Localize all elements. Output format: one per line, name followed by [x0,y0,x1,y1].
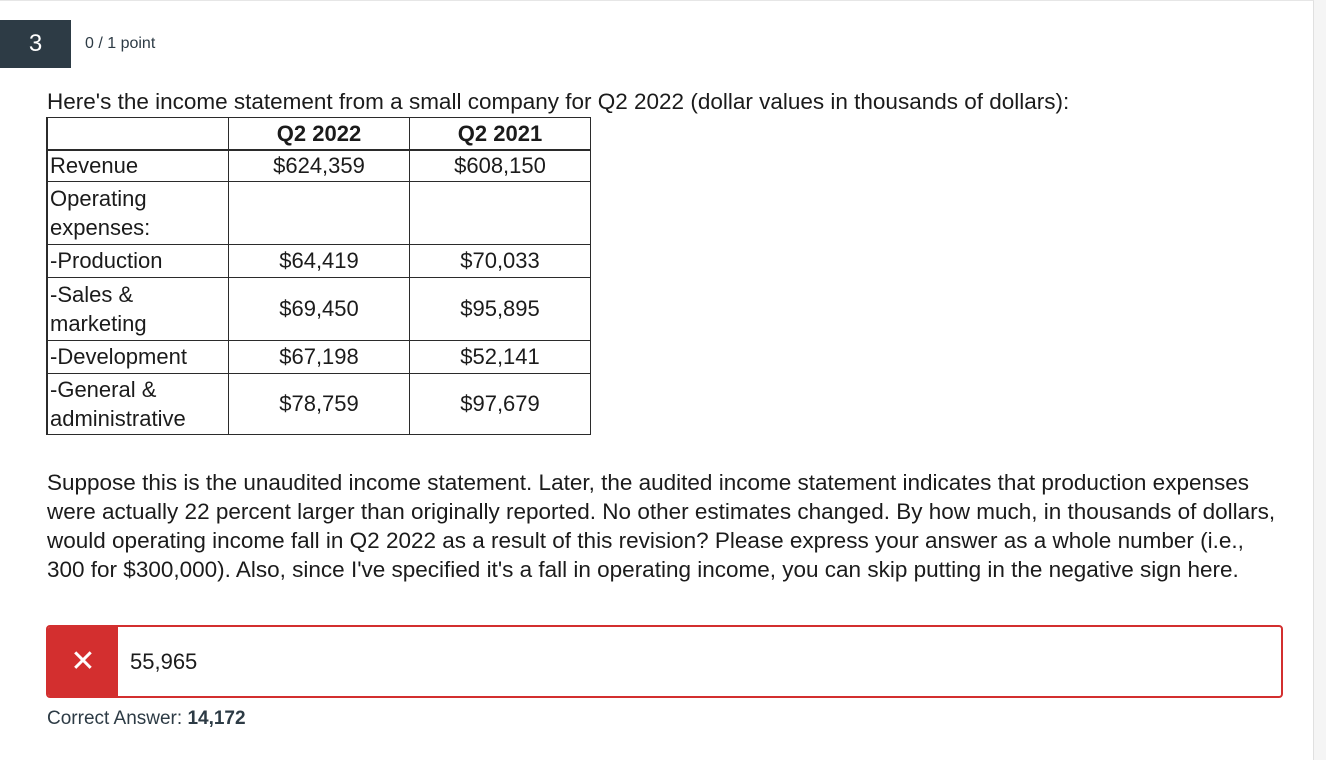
close-icon: ✕ [48,627,118,696]
row-value-q2-2022: $78,759 [229,373,410,434]
table-row [47,150,591,181]
row-label: Revenue [47,150,229,181]
row-label: -Development [47,340,229,373]
row-value-q2-2021: $97,679 [410,373,591,434]
table-row [47,340,591,373]
row-value-q2-2022: $69,450 [229,277,410,340]
row-value-q2-2022: $67,198 [229,340,410,373]
row-value-q2-2021: $95,895 [410,277,591,340]
row-value-q2-2021 [410,181,591,244]
question-points: 0 / 1 point [85,35,156,52]
table-header-empty [47,118,229,151]
row-value-q2-2022 [229,181,410,244]
row-label: -General & administrative [47,373,229,434]
table-header-row [47,118,591,151]
row-label: -Sales & marketing [47,277,229,340]
income-statement-table [46,117,591,435]
row-value-q2-2022: $64,419 [229,244,410,277]
question-intro: Here's the income statement from a small company for Q2 2022 (dollar values in thousands of dollars): [47,89,1070,114]
row-value-q2-2021: $70,033 [410,244,591,277]
table-row [47,181,591,244]
table-header-q2-2022: Q2 2022 [229,118,410,151]
row-label: Operating expenses: [47,181,229,244]
row-label: -Production [47,244,229,277]
row-value-q2-2021: $608,150 [410,150,591,181]
table-row [47,277,591,340]
table-row [47,244,591,277]
question-text: Suppose this is the unaudited income statement. Later, the audited income statement indicates that production expenses were actually 22 percent larger than originally reported. No other estimates changed. By how much, in thousands of dollars, would operating income fall in Q2 2022 as a result of this revision? Please express your answer as a whole number (i.e., 300 for $300,000). Also, since I've specified it's a fall in operating income, you can skip putting in the negative sign here. [47,470,1276,582]
correct-answer-value: 14,172 [187,708,246,729]
submitted-answer: 55,965 [130,649,198,674]
question-number: 3 [0,20,71,68]
table-row [47,373,591,434]
row-value-q2-2022: $624,359 [229,150,410,181]
row-value-q2-2021: $52,141 [410,340,591,373]
correct-answer [47,707,246,731]
table-header-q2-2021: Q2 2021 [410,118,591,151]
correct-answer-label: Correct Answer: [47,708,183,729]
answer-box [46,625,1283,698]
